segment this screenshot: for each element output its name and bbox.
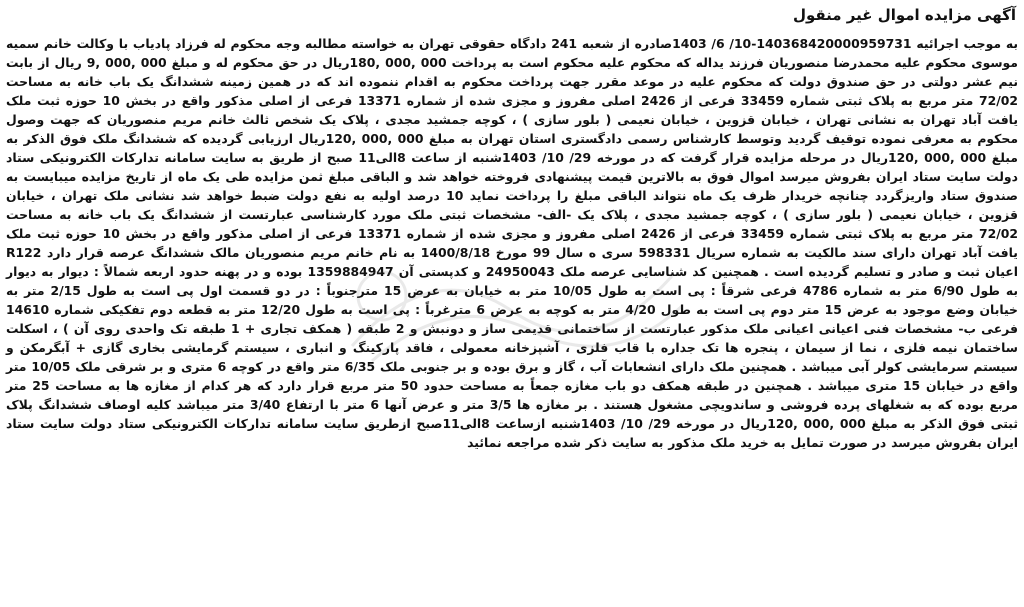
notice-title: آگهی مزایده اموال غیر منقول [792, 6, 1016, 24]
notice-body: به موجب اجرائیه 140368420000959731-10/ 6/ 1403صادره از شعبه 241 دادگاه حقوقی تهران به خواسته مطالبه وجه محکوم له فرزاد پادیاب با وکالت خانم سمیه موسوی محکوم علیه محمدرضا منصوریان فرزند یداله که محکوم علیه محکوم است به پرداخت 000 ,000 ,180ریال در حق محکوم له و مبلغ 000 ,000 ,9 ریال از بابت نیم عشر دولتی در حق صندوق دولت که محکوم علیه در موعد مقرر جهت پرداخت محکوم به اقدام ننموده اند که در همین زمینه ششدانگ یک باب خانه به مساحت 72/02 متر مربع به پلاک ثبتی شماره 33459 فرعی از 2426 اصلی مفروز و مجزی شده از شماره 13371 فرعی از اصلی مذکور واقع در بخش 10 حوزه ثبت ملک یافت آباد تهران به نشانی تهران ، خیابان قزوین ، خیابان نعیمی ( بلور سازی ) ، کوچه جمشید مجدی ، پلاک یک شخص ثالث خانم مریم منصوریان که جهت وصول محکوم به معرفی نموده توقیف گردید وتوسط کارشناس رسمی دادگستری استان تهران به مبلغ 000 ,000 ,120ریال ارزیابی گردیده که ششدانگ ملک فوق الذکر به مبلغ 000 ,000 ,120ریال در مرحله مزایده قرار گرفت که در مورخه 29/ 10/ 1403شنبه از ساعت 8الی11 صبح از طریق به سایت سامانه تدارکات الکترونیکی ستاد دولت سایت ستاد ایران بفروش میرسد اموال فوق به بالاترین قیمت پیشنهادی فروخته خواهد شد و الباقی مبلغ ثمن مزایده طی یک ماه از تاریخ مزایده میبایست به صندوق ستاد واریزگردد چنانچه خریدار ظرف یک ماه نتواند الباقی مبلغ را پرداخت نماید 10 درصد اولیه به نفع دولت ضبط خواهد شد نشانی ملک تهران ، خیابان قزوین ، خیابان نعیمی ( بلور سازی ) ، کوچه جمشید مجدی ، پلاک یک -الف- مشخصات ثبتی ملک مورد کارشناسی عبارتست از ششدانگ یک باب خانه به مساحت 72/02 متر مربع به پلاک ثبتی شماره 33459 فرعی از 2426 اصلی مفروز و مجزی شده از شماره 13371 فرعی از اصلی مذکور واقع در بخش 10 حوزه ثبت ملک یافت آباد تهران دارای سند مالکیت به شماره سریال 598331 سری ه سال 99 مورخ 1400/8/18 به نام خانم مریم منصوریان مالک ششدانگ عرصه قرار دارد R122 اعیان ثبت و صادر و تسلیم گردیده است . همچنین کد شناسایی عرصه ملک 24950043 و کدپستی آن 1359884947 بوده و در پهنه حدود اربعه شمالاً : دیوار به دیوار به طول 6/90 متر به شماره 4786 فرعی شرقاً : پی است به طول 10/05 متر به خیابان به عرض 15 مترجنوباً : در دو قسمت اول پی است به طول 2/15 متر به خیابان وضع موجود به عرض 15 متر دوم پی است به طول 4/20 متر به کوچه به عرض 6 مترغرباً : پی است به طول 12/20 متر به قطعه دوم تفکیکی شماره 14610 فرعی ب- مشخصات فنی اعیانی اعیانی ملک مذکور عبارتست از ساختمانی قدیمی ساز و دونبش و 2 طبقه ( همکف تجاری + 1 طبقه تک واحدی روی آن ) ، اسکلت ساختمان نیمه فلزی ، نما از سیمان ، پنجره ها تک جداره با قاب فلزی ، آشپزخانه معمولی ، فاقد پارکینگ و انباری ، سیستم گرمایشی بخاری گازی + آبگرمکن و سیستم سرمایشی کولر آبی میباشد . همچنین ملک دارای انشعابات آب ، گاز و برق بوده و بر جنوبی ملک 6/35 متر واقع در کوچه 6 متری و بر شرقی ملک 10/05 متر واقع در خیابان 15 متری میباشد . همچنین در طبقه همکف دو باب مغازه جمعاً به مساحت حدود 50 متر مربع قرار دارد که هر کدام از مغازه ها به مساحت 25 متر مربع بوده که به شغلهای پرده فروشی و ساندویچی مشغول هستند . بر مغازه ها 3/5 متر و عرض آنها 6 متر با ارتفاع 3/40 متر میباشد کلیه اوصاف ششدانگ پلاک ثبتی فوق الذکر به مبلغ 000 ,000 ,120ریال در مورخه 29/ 10/ 1403شنبه ازساعت 8الی11صبح ازطریق سایت سامانه تدارکات الکترونیکی ستاد دولت سایت ستاد ایران بفروش میرسد در صورت تمایل به خرید ملک مذکور به سایت ذکر شده مراجعه نمائید [6, 36, 1019, 450]
auction-notice [6, 4, 1018, 603]
